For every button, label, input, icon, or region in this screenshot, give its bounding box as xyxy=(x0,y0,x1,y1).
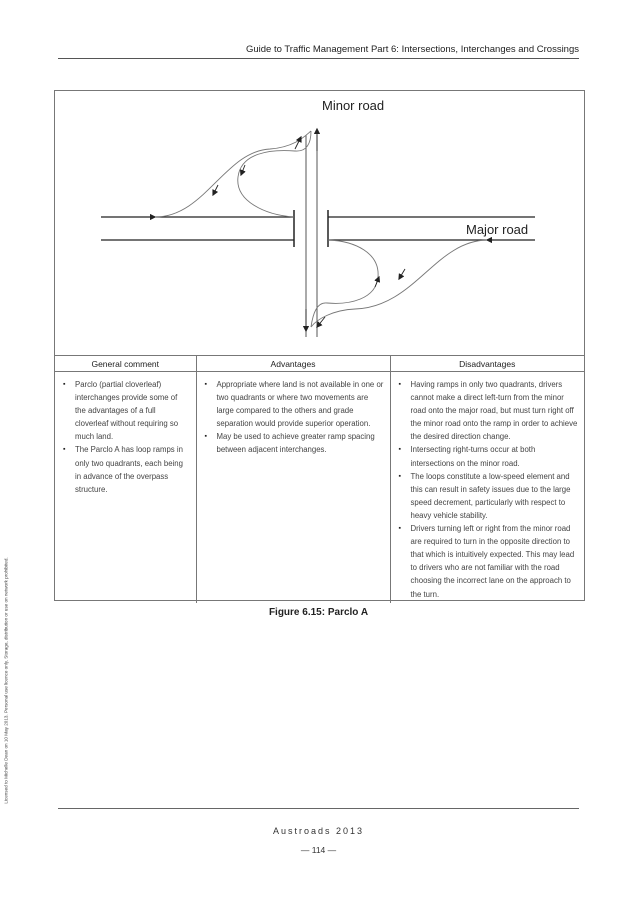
header-general-comment: General comment xyxy=(55,356,196,372)
ramp-southeast-diagonal xyxy=(311,240,487,327)
header-divider xyxy=(58,58,579,59)
footer-organization: Austroads 2013 xyxy=(272,826,365,836)
ramp-northwest-diagonal xyxy=(155,131,311,217)
figure-box xyxy=(54,90,585,601)
running-header: Guide to Traffic Management Part 6: Intersections, Interchanges and Crossings xyxy=(245,44,579,55)
header-advantages: Advantages xyxy=(196,356,390,372)
licence-watermark xyxy=(2,492,10,872)
ramp-southeast-loop xyxy=(311,240,378,327)
ramp-southeast-diagonal-arrow xyxy=(399,269,405,279)
ramp-northwest-diagonal-arrow xyxy=(213,185,218,195)
licence-watermark-text: Licensed to Michelle Dean on 10 May 2013. Personal use licence only. Storage, distribution or use on network prohibited. xyxy=(3,557,9,804)
ramp-southeast-loop-arrow xyxy=(375,277,379,287)
footer-divider xyxy=(58,808,579,809)
parclo-diagram xyxy=(55,91,584,355)
general-comment-cell xyxy=(55,372,196,604)
disadvantages-cell xyxy=(390,372,584,604)
minor-road xyxy=(306,135,317,337)
disadvantage-item: ▪ The loops constitute a low-speed element and this can result in safety issues due to the large speed decrement, particularly with respect to heavy vehicle stability. xyxy=(411,470,579,522)
advantage-item: ▪ Appropriate where land is not available in one or two quadrants or where two movements are large compared to the others and grade separation would provide superior operation. xyxy=(217,378,384,430)
ramp-north-arrow xyxy=(295,137,301,149)
major-road-west xyxy=(101,210,294,247)
figure-caption: Figure 6.15: Parclo A xyxy=(268,607,369,618)
advantages-cell xyxy=(196,372,390,604)
comparison-table xyxy=(55,355,584,603)
general-comment-item: ▪ The Parclo A has loop ramps in only two quadrants, each being in advance of the overpass structure. xyxy=(75,443,190,495)
major-road-label: Major road xyxy=(466,222,529,237)
disadvantage-item: ▪ Drivers turning left or right from the minor road are required to turn in the opposite direction to that which is intuitively expected. This may lead to drivers who are not familiar with the road choosing the incorrect lane on the approach to the turn. xyxy=(411,522,579,601)
general-comment-item: ▪ Parclo (partial cloverleaf) interchanges provide some of the advantages of a full cloverleaf without requiring so much land. xyxy=(75,378,190,443)
advantage-item: ▪ May be used to achieve greater ramp spacing between adjacent interchanges. xyxy=(217,430,384,456)
ramp-northwest-loop xyxy=(238,131,311,217)
header-disadvantages: Disadvantages xyxy=(390,356,584,372)
disadvantage-item: ▪ Intersecting right-turns occur at both intersections on the minor road. xyxy=(411,443,579,469)
minor-road-label: Minor road xyxy=(322,98,385,113)
disadvantage-item: ▪ Having ramps in only two quadrants, drivers cannot make a direct left-turn from the minor road onto the major road, but must turn right off the minor road onto the ramp in order to achieve the desired direction change. xyxy=(411,378,579,443)
page-number: — 114 — xyxy=(300,845,337,855)
